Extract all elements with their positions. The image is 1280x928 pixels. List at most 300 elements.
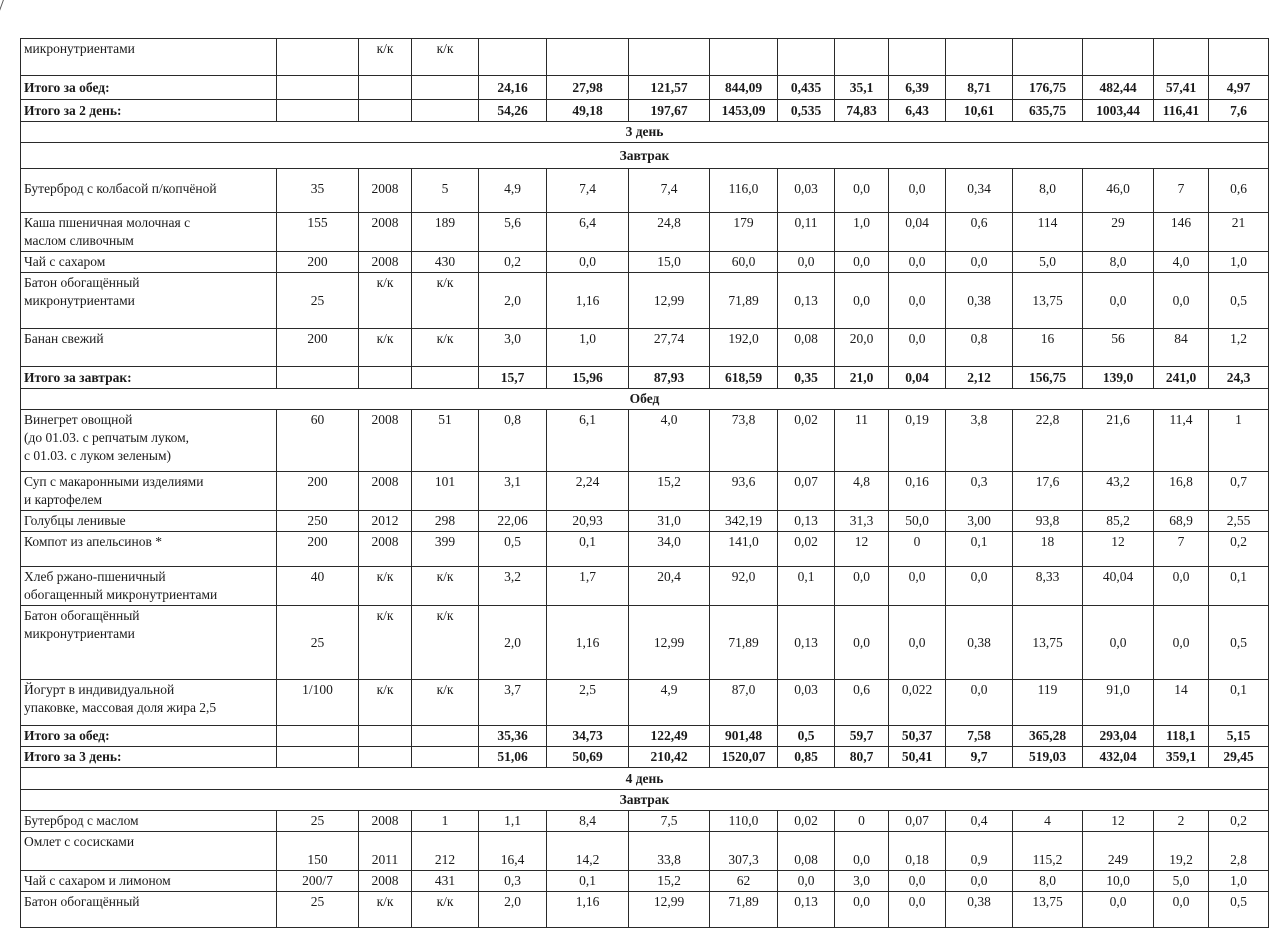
total-label: Итого за обед:	[21, 726, 277, 747]
table-cell: 24,3	[1209, 367, 1269, 389]
table-cell: 0,0	[889, 892, 946, 928]
table-cell: 519,03	[1013, 747, 1083, 768]
table-cell: 68,9	[1154, 511, 1209, 532]
table-cell: 15,2	[629, 472, 710, 511]
table-cell: 7,4	[547, 169, 629, 213]
table-cell: 0,34	[946, 169, 1013, 213]
table-row	[21, 892, 1269, 928]
table-cell: 2011	[359, 832, 412, 871]
table-cell: к/к	[412, 567, 479, 606]
table-cell: 431	[412, 871, 479, 892]
table-cell: 901,48	[710, 726, 778, 747]
table-cell: 432,04	[1083, 747, 1154, 768]
dish-name: Батон обогащённый микронутриентами	[21, 273, 277, 329]
table-cell: 9,7	[946, 747, 1013, 768]
table-cell: 13,75	[1013, 892, 1083, 928]
table-cell: 22,8	[1013, 410, 1083, 472]
table-cell: 0,0	[889, 252, 946, 273]
table-cell: 14	[1154, 680, 1209, 726]
table-cell: 0,13	[778, 273, 835, 329]
section-header-row	[21, 389, 1269, 410]
table-cell	[277, 726, 359, 747]
table-cell: к/к	[412, 606, 479, 680]
table-cell: 5,0	[1154, 871, 1209, 892]
table-cell: 50,0	[889, 511, 946, 532]
table-cell: к/к	[359, 567, 412, 606]
table-cell: 155	[277, 213, 359, 252]
table-cell: 0,1	[778, 567, 835, 606]
table-cell	[946, 39, 1013, 76]
table-cell: 87,93	[629, 367, 710, 389]
table-cell: 1,0	[1209, 871, 1269, 892]
table-cell: 0,07	[778, 472, 835, 511]
table-cell: 4,0	[629, 410, 710, 472]
section-header-row	[21, 790, 1269, 811]
table-row	[21, 273, 1269, 329]
table-cell: 0,0	[835, 567, 889, 606]
table-cell: 49,18	[547, 100, 629, 122]
table-cell: 27,74	[629, 329, 710, 367]
table-cell: 2008	[359, 213, 412, 252]
table-cell: 189	[412, 213, 479, 252]
table-cell: 4,9	[629, 680, 710, 726]
table-cell: 200	[277, 252, 359, 273]
table-cell: 25	[277, 892, 359, 928]
table-cell: 80,7	[835, 747, 889, 768]
table-cell: 15,2	[629, 871, 710, 892]
table-cell: 3,0	[835, 871, 889, 892]
table-cell	[412, 726, 479, 747]
table-cell: 116,0	[710, 169, 778, 213]
section-title: Завтрак	[21, 790, 1269, 811]
table-cell: 0,0	[547, 252, 629, 273]
table-cell: 0,04	[889, 367, 946, 389]
section-header-row	[21, 768, 1269, 790]
table-cell: 0,535	[778, 100, 835, 122]
total-row	[21, 726, 1269, 747]
table-cell: 8,71	[946, 76, 1013, 100]
table-cell: 0,38	[946, 892, 1013, 928]
table-cell: 12	[1083, 532, 1154, 567]
table-cell: 0,2	[479, 252, 547, 273]
table-cell: 1,0	[1209, 252, 1269, 273]
dish-name: Банан свежий	[21, 329, 277, 367]
table-cell: 139,0	[1083, 367, 1154, 389]
table-cell: 122,49	[629, 726, 710, 747]
table-cell: 2008	[359, 871, 412, 892]
table-cell: 34,0	[629, 532, 710, 567]
dish-name: Чай с сахаром	[21, 252, 277, 273]
table-cell: 116,41	[1154, 100, 1209, 122]
table-cell	[479, 39, 547, 76]
table-cell: 60,0	[710, 252, 778, 273]
table-cell: 4,97	[1209, 76, 1269, 100]
table-cell: 101	[412, 472, 479, 511]
table-cell: 8,4	[547, 811, 629, 832]
table-cell: 71,89	[710, 606, 778, 680]
table-cell: 2,0	[479, 273, 547, 329]
table-cell: 6,43	[889, 100, 946, 122]
table-cell: 0,3	[479, 871, 547, 892]
table-cell: 365,28	[1013, 726, 1083, 747]
table-row	[21, 680, 1269, 726]
table-cell: 293,04	[1083, 726, 1154, 747]
table-cell: к/к	[412, 273, 479, 329]
page-top-margin	[0, 0, 1280, 38]
table-cell: 2	[1154, 811, 1209, 832]
table-cell: 0,08	[778, 329, 835, 367]
total-label: Итого за 3 день:	[21, 747, 277, 768]
dish-name: Голубцы ленивые	[21, 511, 277, 532]
table-cell	[412, 76, 479, 100]
table-cell: 2,55	[1209, 511, 1269, 532]
table-cell	[277, 747, 359, 768]
table-cell: 8,33	[1013, 567, 1083, 606]
table-cell: 12,99	[629, 892, 710, 928]
table-cell: 91,0	[1083, 680, 1154, 726]
table-cell: 0,0	[1083, 606, 1154, 680]
table-cell: 1/100	[277, 680, 359, 726]
table-cell: 635,75	[1013, 100, 1083, 122]
table-cell: 7	[1154, 532, 1209, 567]
table-cell: 19,2	[1154, 832, 1209, 871]
table-cell: 12,99	[629, 273, 710, 329]
table-cell: 0,5	[778, 726, 835, 747]
table-cell: 33,8	[629, 832, 710, 871]
table-cell: 0,5	[479, 532, 547, 567]
table-cell: 0,18	[889, 832, 946, 871]
table-cell	[359, 747, 412, 768]
table-cell: 0,0	[1154, 892, 1209, 928]
table-cell: 34,73	[547, 726, 629, 747]
table-cell: 430	[412, 252, 479, 273]
table-row	[21, 511, 1269, 532]
table-cell: 18	[1013, 532, 1083, 567]
table-cell: 0,38	[946, 606, 1013, 680]
table-cell: 10,61	[946, 100, 1013, 122]
dish-name: Хлеб ржано-пшеничный обогащенный микронутриентами	[21, 567, 277, 606]
table-cell: 46,0	[1083, 169, 1154, 213]
table-cell: 241,0	[1154, 367, 1209, 389]
table-cell: 307,3	[710, 832, 778, 871]
table-cell: 0,19	[889, 410, 946, 472]
table-cell: 0,0	[889, 273, 946, 329]
dish-name: Чай с сахаром и лимоном	[21, 871, 277, 892]
table-cell: 20,93	[547, 511, 629, 532]
table-cell: 5,0	[1013, 252, 1083, 273]
table-row	[21, 472, 1269, 511]
table-cell: 0,4	[946, 811, 1013, 832]
table-cell	[710, 39, 778, 76]
table-cell: 2008	[359, 811, 412, 832]
table-cell: 141,0	[710, 532, 778, 567]
table-cell: 0,2	[1209, 532, 1269, 567]
table-cell: 0,0	[835, 606, 889, 680]
table-cell: 43,2	[1083, 472, 1154, 511]
table-cell: 51	[412, 410, 479, 472]
table-cell: 13,75	[1013, 606, 1083, 680]
table-cell: 0,0	[946, 252, 1013, 273]
table-cell: 31,0	[629, 511, 710, 532]
table-cell: 0,03	[778, 680, 835, 726]
table-cell: 40	[277, 567, 359, 606]
section-title: 3 день	[21, 122, 1269, 143]
table-cell	[359, 100, 412, 122]
dish-name: Бутерброд с маслом	[21, 811, 277, 832]
table-cell: 7,6	[1209, 100, 1269, 122]
table-cell: 4,8	[835, 472, 889, 511]
table-cell: 1520,07	[710, 747, 778, 768]
table-cell: 0,5	[1209, 606, 1269, 680]
table-cell: 1,1	[479, 811, 547, 832]
table-cell: 24,8	[629, 213, 710, 252]
table-cell: 1,16	[547, 606, 629, 680]
total-row	[21, 747, 1269, 768]
table-cell: 0,0	[778, 252, 835, 273]
table-cell: 0,6	[835, 680, 889, 726]
table-cell: 0,0	[889, 329, 946, 367]
table-cell	[835, 39, 889, 76]
table-cell: к/к	[359, 606, 412, 680]
table-cell: 15,96	[547, 367, 629, 389]
table-cell: 29	[1083, 213, 1154, 252]
table-cell: 0,02	[778, 811, 835, 832]
table-cell: 618,59	[710, 367, 778, 389]
table-cell: 54,26	[479, 100, 547, 122]
table-cell: 3,7	[479, 680, 547, 726]
section-title: Обед	[21, 389, 1269, 410]
table-cell: 0,85	[778, 747, 835, 768]
table-cell: 85,2	[1083, 511, 1154, 532]
table-cell: 146	[1154, 213, 1209, 252]
table-cell: 3,8	[946, 410, 1013, 472]
table-cell: 0,3	[946, 472, 1013, 511]
table-cell: 197,67	[629, 100, 710, 122]
table-cell: 110,0	[710, 811, 778, 832]
table-cell: 71,89	[710, 892, 778, 928]
dish-name: микронутриентами	[21, 39, 277, 76]
table-cell: 1003,44	[1083, 100, 1154, 122]
table-cell: 179	[710, 213, 778, 252]
table-cell: к/к	[412, 680, 479, 726]
table-cell: 200	[277, 472, 359, 511]
dish-name: Батон обогащённый микронутриентами	[21, 606, 277, 680]
table-cell: 200	[277, 532, 359, 567]
table-cell: к/к	[412, 329, 479, 367]
table-cell: 0	[835, 811, 889, 832]
table-cell: 1	[1209, 410, 1269, 472]
total-row	[21, 76, 1269, 100]
total-label: Итого за завтрак:	[21, 367, 277, 389]
table-cell: к/к	[359, 892, 412, 928]
table-cell: 2,0	[479, 606, 547, 680]
table-row	[21, 606, 1269, 680]
table-cell: 1	[412, 811, 479, 832]
table-cell: 29,45	[1209, 747, 1269, 768]
table-cell: 2,5	[547, 680, 629, 726]
table-cell	[1083, 39, 1154, 76]
table-cell: 0,7	[1209, 472, 1269, 511]
table-cell: 24,16	[479, 76, 547, 100]
table-cell: 0,02	[778, 410, 835, 472]
table-cell: 16	[1013, 329, 1083, 367]
table-cell: 0,0	[835, 832, 889, 871]
table-cell: 2008	[359, 472, 412, 511]
table-cell: 4,0	[1154, 252, 1209, 273]
table-cell: 482,44	[1083, 76, 1154, 100]
table-cell: 31,3	[835, 511, 889, 532]
table-cell: 12,99	[629, 606, 710, 680]
table-cell: 12	[835, 532, 889, 567]
table-cell	[1013, 39, 1083, 76]
table-cell: 62	[710, 871, 778, 892]
table-cell	[889, 39, 946, 76]
table-cell: 1,16	[547, 273, 629, 329]
table-cell: 0,1	[1209, 567, 1269, 606]
table-cell	[547, 39, 629, 76]
table-cell: 59,7	[835, 726, 889, 747]
table-cell: 250	[277, 511, 359, 532]
table-cell: 6,1	[547, 410, 629, 472]
table-cell: 6,4	[547, 213, 629, 252]
table-cell	[359, 726, 412, 747]
table-row	[21, 213, 1269, 252]
table-row	[21, 532, 1269, 567]
section-header-row	[21, 143, 1269, 169]
table-cell: 50,37	[889, 726, 946, 747]
section-title: 4 день	[21, 768, 1269, 790]
table-cell	[277, 39, 359, 76]
table-cell: 7,5	[629, 811, 710, 832]
table-cell: 1453,09	[710, 100, 778, 122]
table-cell	[1154, 39, 1209, 76]
table-cell	[277, 100, 359, 122]
table-row	[21, 329, 1269, 367]
table-cell: 5,15	[1209, 726, 1269, 747]
table-cell: 92,0	[710, 567, 778, 606]
table-cell: 0,0	[889, 606, 946, 680]
table-cell: 0,1	[946, 532, 1013, 567]
table-cell: к/к	[412, 892, 479, 928]
table-cell: 5,6	[479, 213, 547, 252]
table-cell: 0,03	[778, 169, 835, 213]
table-cell: 0,0	[946, 871, 1013, 892]
table-cell: 0,5	[1209, 892, 1269, 928]
table-cell: 1,2	[1209, 329, 1269, 367]
table-cell: 60	[277, 410, 359, 472]
table-cell: 35	[277, 169, 359, 213]
table-cell: 73,8	[710, 410, 778, 472]
table-cell: 0,07	[889, 811, 946, 832]
table-cell: 0,0	[889, 169, 946, 213]
table-cell: 359,1	[1154, 747, 1209, 768]
table-cell: к/к	[359, 329, 412, 367]
table-cell: 13,75	[1013, 273, 1083, 329]
total-label: Итого за 2 день:	[21, 100, 277, 122]
table-cell	[629, 39, 710, 76]
table-cell	[778, 39, 835, 76]
table-cell: 0,08	[778, 832, 835, 871]
total-row	[21, 100, 1269, 122]
table-cell	[1209, 39, 1269, 76]
dish-name: Винегрет овощной (до 01.03. с репчатым луком, с 01.03. с луком зеленым)	[21, 410, 277, 472]
table-cell: 16,8	[1154, 472, 1209, 511]
section-title: Завтрак	[21, 143, 1269, 169]
table-cell: 3,0	[479, 329, 547, 367]
table-cell: 0,0	[835, 273, 889, 329]
table-cell: 399	[412, 532, 479, 567]
table-cell: 20,0	[835, 329, 889, 367]
table-cell: 0,8	[479, 410, 547, 472]
table-cell: 118,1	[1154, 726, 1209, 747]
table-cell: 0,16	[889, 472, 946, 511]
table-row	[21, 567, 1269, 606]
table-cell: 93,8	[1013, 511, 1083, 532]
table-cell: 0,022	[889, 680, 946, 726]
table-cell: 40,04	[1083, 567, 1154, 606]
table-cell: 0,38	[946, 273, 1013, 329]
table-cell: к/к	[412, 39, 479, 76]
table-body	[21, 39, 1269, 928]
table-cell: 2,12	[946, 367, 1013, 389]
table-cell: 16,4	[479, 832, 547, 871]
table-cell	[412, 100, 479, 122]
table-cell: 50,69	[547, 747, 629, 768]
table-cell: 3,2	[479, 567, 547, 606]
table-cell: 156,75	[1013, 367, 1083, 389]
table-cell	[277, 76, 359, 100]
table-cell: 0,0	[835, 169, 889, 213]
table-cell: 2008	[359, 252, 412, 273]
table-cell: 0,35	[778, 367, 835, 389]
table-cell: 21,6	[1083, 410, 1154, 472]
table-cell: 200/7	[277, 871, 359, 892]
table-cell: 0,0	[835, 252, 889, 273]
table-cell: 0,8	[946, 329, 1013, 367]
dish-name: Компот из апельсинов *	[21, 532, 277, 567]
table-cell: 1,7	[547, 567, 629, 606]
table-cell: 4,9	[479, 169, 547, 213]
table-cell: 15,0	[629, 252, 710, 273]
table-cell: 3,1	[479, 472, 547, 511]
table-cell: 0,0	[889, 871, 946, 892]
table-row	[21, 252, 1269, 273]
table-cell: 4	[1013, 811, 1083, 832]
table-cell	[359, 76, 412, 100]
table-cell: 298	[412, 511, 479, 532]
table-cell: 150	[277, 832, 359, 871]
table-cell: 11,4	[1154, 410, 1209, 472]
table-row	[21, 871, 1269, 892]
table-row	[21, 811, 1269, 832]
table-cell: 0,9	[946, 832, 1013, 871]
table-cell: 0,13	[778, 892, 835, 928]
table-cell	[359, 367, 412, 389]
table-cell: 71,89	[710, 273, 778, 329]
table-cell: 25	[277, 606, 359, 680]
table-row	[21, 832, 1269, 871]
table-cell: 2012	[359, 511, 412, 532]
table-cell: 1,16	[547, 892, 629, 928]
table-cell: 192,0	[710, 329, 778, 367]
table-cell: 21	[1209, 213, 1269, 252]
table-cell: 0,0	[1154, 273, 1209, 329]
total-row	[21, 367, 1269, 389]
dish-name: Йогурт в индивидуальной упаковке, массовая доля жира 2,5	[21, 680, 277, 726]
table-cell: к/к	[359, 39, 412, 76]
table-cell: 0,0	[1154, 567, 1209, 606]
dish-name: Батон обогащённый	[21, 892, 277, 928]
